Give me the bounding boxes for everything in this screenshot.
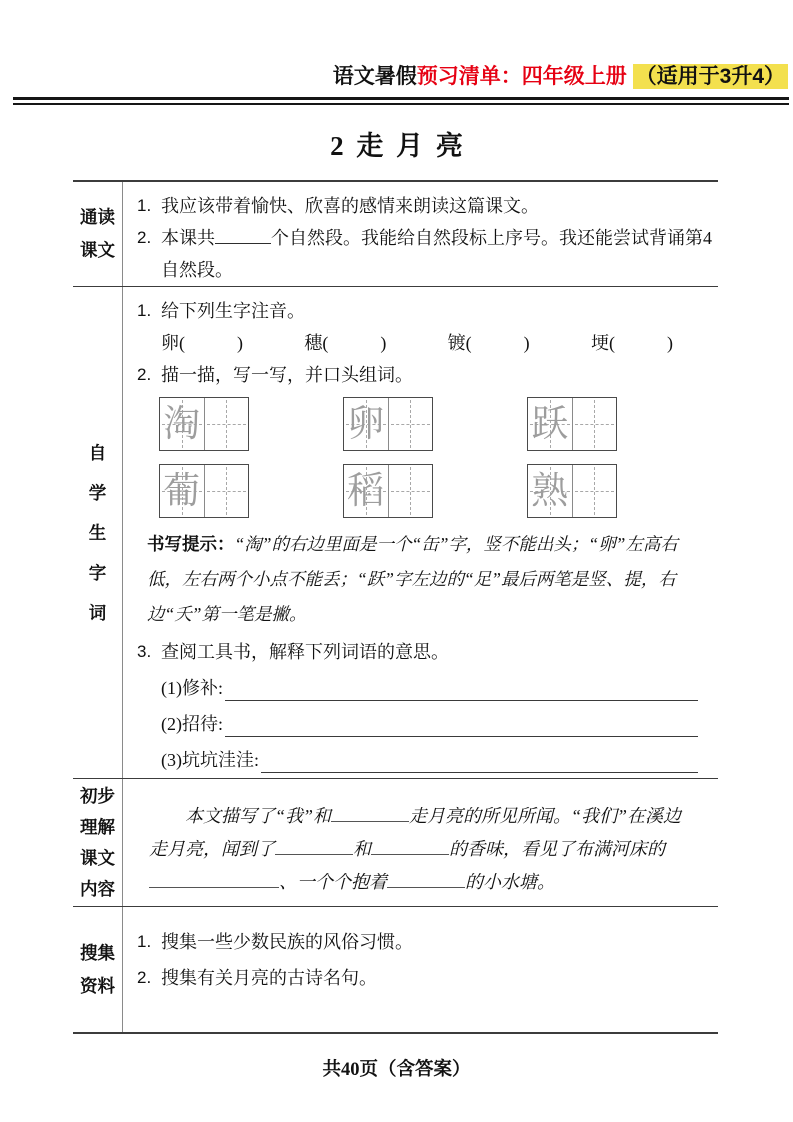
paren-close: ) — [237, 333, 243, 353]
trace-cell-practice — [388, 398, 433, 450]
item-text: 搜集有关月亮的古诗名句。 — [161, 968, 377, 988]
lesson-title: 2 走 月 亮 — [330, 131, 463, 161]
pinyin-item — [448, 327, 530, 359]
item-text-segment: 个自然段。我能给自然段标上序号。我还能尝试背诵第4自然段。 — [161, 228, 712, 280]
item-text: 描一描，写一写，并口头组词。 — [161, 365, 413, 385]
pinyin-item — [161, 327, 243, 359]
definition-number: (2) — [161, 714, 182, 734]
item-number: 1. — [137, 301, 152, 320]
list-item — [137, 222, 712, 286]
list-item — [137, 359, 712, 391]
fill-in-blank — [331, 806, 409, 822]
trace-character: 稻 — [347, 470, 385, 512]
section-row-comprehension — [73, 779, 718, 907]
trace-cell-practice — [388, 465, 433, 517]
section-row-collect-materials — [73, 907, 718, 1034]
item-text — [161, 222, 712, 286]
writing-tips-label: 书写提示： — [147, 534, 235, 554]
pinyin-item — [304, 327, 386, 359]
writing-tips — [147, 527, 710, 632]
answer-line — [261, 742, 698, 773]
paren-close: ) — [523, 333, 530, 353]
label-line: 搜集 — [80, 942, 115, 963]
section-content-read-aloud — [123, 182, 718, 286]
trace-cell-practice — [204, 465, 249, 517]
section-label-self-study-words — [73, 287, 123, 778]
paren-open: ( — [465, 333, 472, 353]
page-header — [0, 62, 788, 92]
fill-in-blank — [387, 872, 465, 888]
list-item — [137, 190, 712, 222]
trace-cell-model — [528, 465, 572, 517]
trace-box — [343, 464, 433, 518]
trace-box — [527, 397, 617, 451]
item-text-segment: 本课共 — [161, 228, 215, 248]
item-number: 2. — [137, 968, 152, 987]
list-item — [137, 295, 712, 327]
trace-cell-model — [528, 398, 572, 450]
paragraph-segment: 本文描写了“我”和 — [185, 806, 332, 826]
item-number: 1. — [137, 932, 152, 951]
label-line: 理解 — [80, 816, 115, 837]
fill-in-blank — [371, 839, 449, 855]
trace-cell-model — [160, 465, 204, 517]
label-line: 资料 — [80, 975, 115, 996]
item-text: 查阅工具书，解释下列词语的意思。 — [161, 642, 449, 662]
pinyin-item — [591, 327, 673, 359]
section-label-collect-materials — [73, 907, 123, 1032]
paragraph-segment: 走月亮的所见所闻。“我们”在溪边走月亮，闻到了 — [149, 806, 682, 859]
label-line: 学 — [88, 482, 107, 503]
list-item — [137, 636, 712, 668]
study-checklist-table — [73, 180, 718, 1034]
trace-grid-row — [159, 464, 712, 518]
trace-character: 跃 — [531, 403, 569, 445]
list-item — [137, 924, 712, 960]
page-footer: 共40页（含答案） — [322, 1060, 471, 1080]
definition-line — [161, 742, 698, 778]
item-number: 2. — [137, 365, 152, 384]
item-number: 1. — [137, 196, 152, 215]
section-label-comprehension — [73, 779, 123, 906]
label-line: 初步 — [80, 785, 115, 806]
label-line: 自 — [88, 442, 107, 463]
fill-in-blank — [215, 228, 271, 244]
definition-number: (3) — [161, 750, 182, 770]
trace-cell-practice — [204, 398, 249, 450]
paren-open: ( — [608, 333, 615, 353]
trace-box — [159, 464, 249, 518]
trace-cell-model — [160, 398, 204, 450]
trace-character: 卵 — [347, 403, 385, 445]
label-line: 生 — [88, 522, 107, 543]
trace-box — [159, 397, 249, 451]
writing-tips-text: “淘”的右边里面是一个“缶”字，竖不能出头；“卵”左高右低，左右两个小点不能丢；“跃”字左边的“足”最后两笔是竖、提，右边“夭”第一笔是撇。 — [147, 534, 678, 624]
item-text: 搜集一些少数民族的风俗习惯。 — [161, 932, 413, 952]
section-content-self-study-words — [123, 287, 718, 778]
section-row-self-study-words — [73, 287, 718, 779]
label-line: 字 — [88, 562, 107, 583]
header-series: 语文暑假 — [332, 65, 417, 88]
paren-close: ) — [380, 333, 387, 353]
trace-character: 葡 — [163, 470, 201, 512]
header-subject: 预习清单：四年级上册 — [416, 65, 627, 88]
trace-cell-model — [344, 398, 388, 450]
label-line: 课文 — [80, 240, 115, 260]
definition-line — [161, 670, 698, 706]
trace-cell-model — [344, 465, 388, 517]
section-row-read-aloud — [73, 182, 718, 287]
list-item — [137, 960, 712, 996]
paragraph-segment: 、一个个抱着 — [279, 872, 387, 892]
item-number: 3. — [137, 642, 152, 661]
header-badge: （适用于3升4） — [633, 64, 788, 89]
paragraph-segment: 和 — [353, 839, 371, 859]
section-content-collect-materials — [123, 907, 718, 1032]
trace-character: 熟 — [531, 470, 569, 512]
paragraph-segment: 的小水塘。 — [465, 872, 555, 892]
trace-box — [527, 464, 617, 518]
section-content-comprehension — [123, 779, 718, 906]
definition-word: 招待: — [182, 714, 224, 734]
label-line: 内容 — [80, 878, 115, 899]
pinyin-char: 埂 — [590, 333, 609, 353]
definition-number: (1) — [161, 678, 182, 698]
pinyin-char: 卵 — [161, 333, 179, 353]
fill-in-blank — [275, 839, 353, 855]
trace-cell-practice — [572, 465, 617, 517]
pinyin-char: 穗 — [304, 333, 323, 353]
item-text: 我应该带着愉快、欣喜的感情来朗读这篇课文。 — [161, 196, 539, 216]
label-line: 通读 — [80, 207, 115, 227]
answer-line — [225, 670, 698, 701]
paren-open: ( — [322, 333, 329, 353]
trace-box — [343, 397, 433, 451]
item-number: 2. — [137, 228, 152, 247]
header-divider — [13, 97, 789, 105]
section-label-read-aloud — [73, 182, 123, 286]
word-definitions — [161, 670, 698, 778]
label-line: 课文 — [80, 847, 115, 868]
pinyin-exercise-row — [161, 327, 673, 359]
trace-character: 淘 — [163, 403, 201, 445]
trace-cell-practice — [572, 398, 617, 450]
pinyin-char: 镀 — [447, 333, 466, 353]
fill-in-blank — [149, 872, 279, 888]
trace-grid-row — [159, 397, 712, 451]
definition-word: 修补: — [182, 678, 224, 698]
definition-word: 坑坑洼洼: — [182, 750, 260, 770]
summary-paragraph — [137, 787, 712, 899]
paragraph-segment: 的香味，看见了布满河床的 — [449, 839, 665, 859]
label-line: 词 — [88, 602, 107, 623]
paren-open: ( — [179, 333, 185, 353]
answer-line — [225, 706, 698, 737]
definition-line — [161, 706, 698, 742]
paren-close: ) — [666, 333, 673, 353]
item-text: 给下列生字注音。 — [161, 301, 305, 321]
